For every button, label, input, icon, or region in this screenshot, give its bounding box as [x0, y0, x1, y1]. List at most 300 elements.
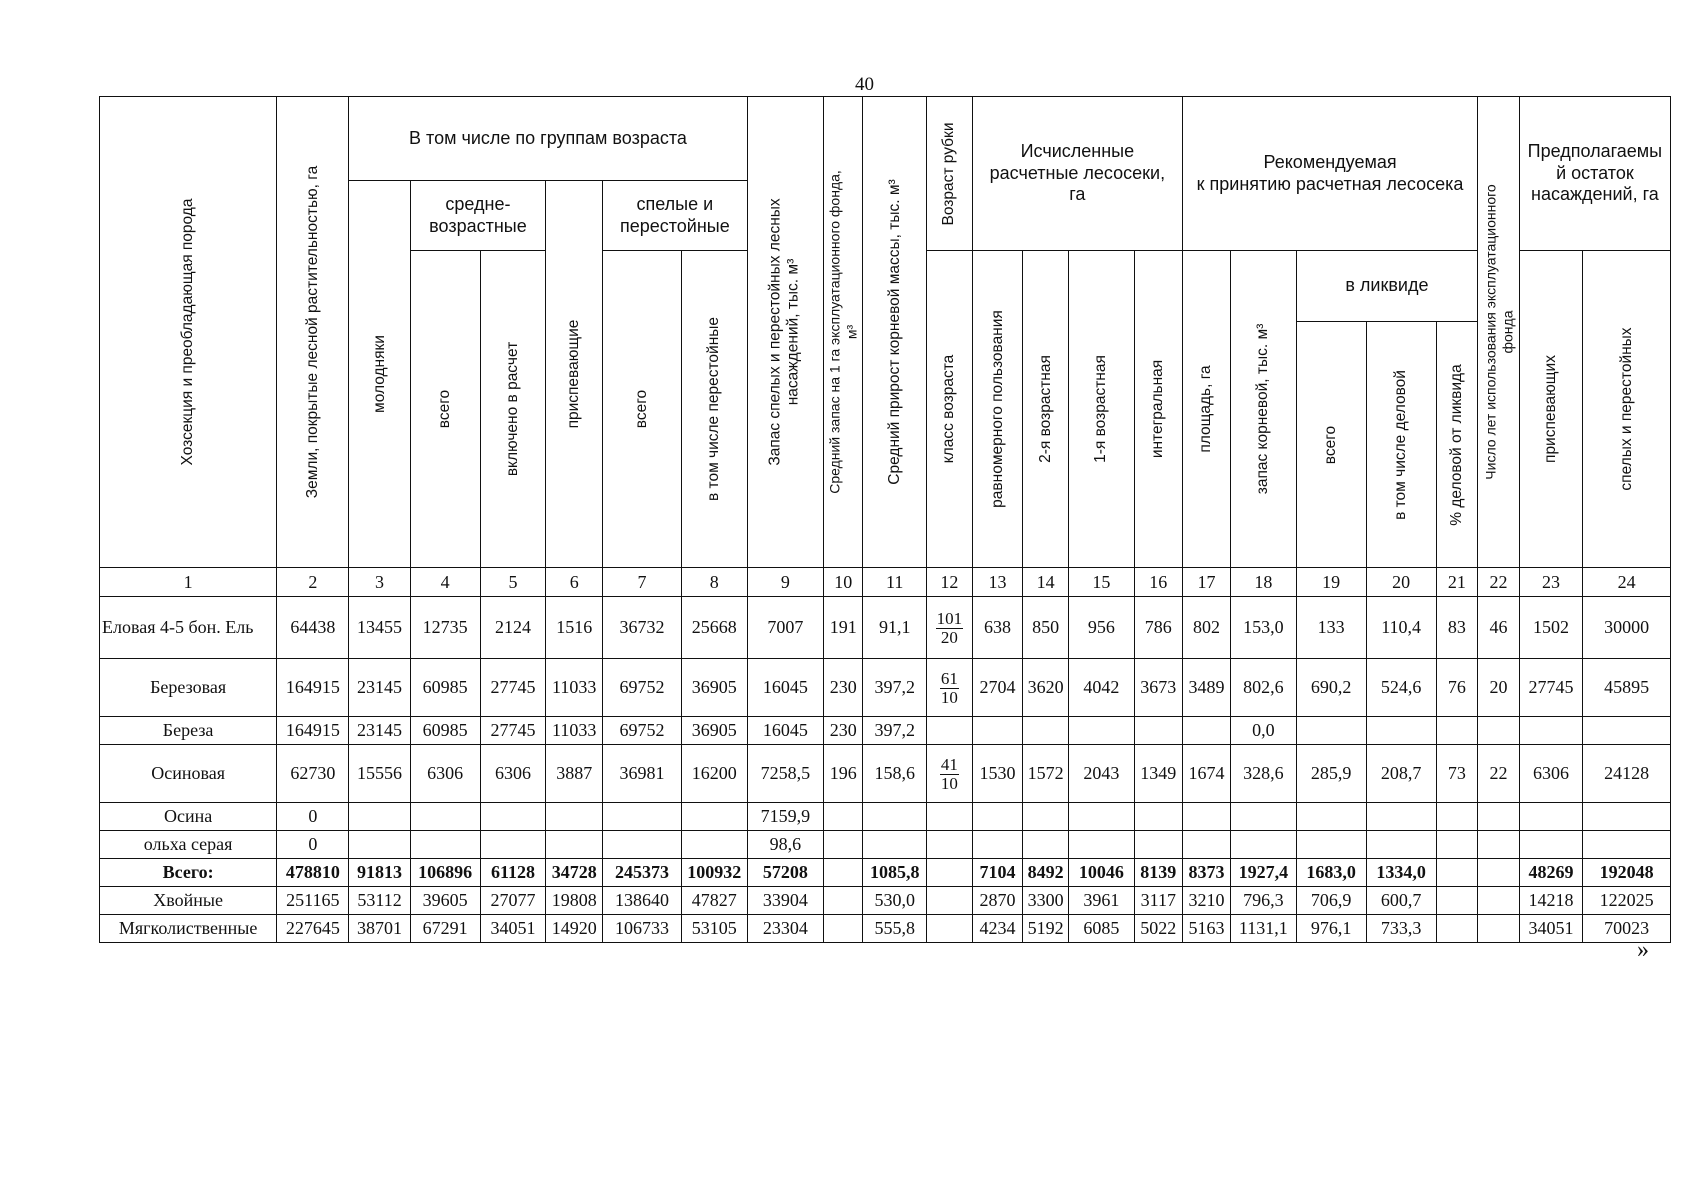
header-young	[349, 181, 410, 568]
header-rem-premature-text: приспевающих	[1541, 355, 1559, 463]
header-cutting-age	[926, 97, 972, 251]
row-name: Хвойные	[100, 887, 277, 915]
header-col9	[747, 97, 824, 568]
table-cell	[603, 803, 682, 831]
table-cell: 3887	[546, 745, 603, 803]
table-cell: 3673	[1134, 659, 1182, 717]
table-cell: 796,3	[1231, 887, 1297, 915]
table-cell: 285,9	[1296, 745, 1366, 803]
table-cell: 6306	[410, 745, 480, 803]
row-name: Осиновая	[100, 745, 277, 803]
header-root-stock	[1231, 251, 1297, 568]
table-cell: 27745	[480, 717, 546, 745]
table-cell: 91813	[349, 859, 410, 887]
table-cell: 251165	[277, 887, 349, 915]
table-cell: 14218	[1519, 887, 1582, 915]
header-first-age	[1069, 251, 1135, 568]
table-cell	[926, 831, 972, 859]
header-middle-included-text: включено в расчет	[503, 341, 521, 477]
table-cell: 23145	[349, 717, 410, 745]
table-cell: 956	[1069, 597, 1135, 659]
table-cell: 227645	[277, 915, 349, 943]
table-cell: 802,6	[1231, 659, 1297, 717]
header-mature-incl-over	[681, 251, 747, 568]
column-number: 23	[1519, 568, 1582, 597]
table-cell: 39605	[410, 887, 480, 915]
table-cell: 91,1	[863, 597, 926, 659]
age-class-fraction	[926, 597, 972, 659]
table-cell: 27745	[1519, 659, 1582, 717]
table-cell: 7258,5	[747, 745, 824, 803]
header-integral	[1134, 251, 1182, 568]
header-calculated: Исчисленные расчетные лесосеки, га	[972, 97, 1182, 251]
table-cell	[480, 803, 546, 831]
table-cell: 164915	[277, 659, 349, 717]
header-recommended: Рекомендуемая к принятию расчетная лесосека	[1182, 97, 1477, 251]
table-cell: 8492	[1023, 859, 1069, 887]
table-cell: 15556	[349, 745, 410, 803]
age-class-fraction	[926, 659, 972, 717]
fraction-denominator: 20	[940, 628, 958, 647]
table-cell: 16200	[681, 745, 747, 803]
table-cell	[349, 831, 410, 859]
table-cell: 6306	[480, 745, 546, 803]
table-row	[100, 597, 1671, 659]
table-cell	[1069, 831, 1135, 859]
table-cell: 0	[277, 831, 349, 859]
table-cell	[1436, 803, 1478, 831]
table-cell: 397,2	[863, 717, 926, 745]
table-cell	[863, 803, 926, 831]
table-cell: 0,0	[1231, 717, 1297, 745]
table-cell: 38701	[349, 915, 410, 943]
column-number: 14	[1023, 568, 1069, 597]
table-cell	[1478, 915, 1520, 943]
table-cell: 524,6	[1366, 659, 1436, 717]
table-cell: 3117	[1134, 887, 1182, 915]
header-middle-included	[480, 251, 546, 568]
table-cell	[972, 803, 1022, 831]
table-cell: 34051	[480, 915, 546, 943]
column-number: 16	[1134, 568, 1182, 597]
table-cell	[1519, 717, 1582, 745]
table-cell	[1583, 717, 1671, 745]
table-cell	[972, 717, 1022, 745]
table-cell: 478810	[277, 859, 349, 887]
table-cell	[1231, 831, 1297, 859]
header-mature-all	[603, 251, 682, 568]
header-mature-overmature: спелые и перестойные	[603, 181, 747, 251]
table-cell: 61128	[480, 859, 546, 887]
header-uniform	[972, 251, 1022, 568]
fraction	[936, 610, 964, 647]
table-cell: 7104	[972, 859, 1022, 887]
row-name: Еловая 4-5 бон. Ель	[100, 597, 277, 659]
header-middle-aged: средне- возрастные	[410, 181, 546, 251]
fraction	[940, 756, 959, 793]
table-row	[100, 803, 1671, 831]
table-cell: 7007	[747, 597, 824, 659]
table-cell: 1674	[1182, 745, 1230, 803]
table-cell	[1583, 831, 1671, 859]
table-cell: 83	[1436, 597, 1478, 659]
table-cell: 850	[1023, 597, 1069, 659]
row-name: Осина	[100, 803, 277, 831]
table-cell	[480, 831, 546, 859]
table-cell: 60985	[410, 717, 480, 745]
table-cell	[926, 803, 972, 831]
table-cell: 34728	[546, 859, 603, 887]
table-cell: 230	[824, 659, 863, 717]
table-cell	[926, 915, 972, 943]
table-cell	[1182, 831, 1230, 859]
table-cell: 3961	[1069, 887, 1135, 915]
table-cell: 45895	[1583, 659, 1671, 717]
column-number: 15	[1069, 568, 1135, 597]
column-number: 11	[863, 568, 926, 597]
table-cell: 786	[1134, 597, 1182, 659]
fraction-denominator: 10	[940, 774, 958, 793]
header-col1	[100, 97, 277, 568]
table-cell	[863, 831, 926, 859]
table-cell	[1583, 803, 1671, 831]
table-row	[100, 717, 1671, 745]
table-cell: 5163	[1182, 915, 1230, 943]
table-cell	[410, 803, 480, 831]
header-business-pct-text: % деловой от ликвида	[1447, 363, 1465, 526]
table-cell: 24128	[1583, 745, 1671, 803]
table-cell: 48269	[1519, 859, 1582, 887]
header-col9-text: Запас спелых и перестойных лесных насаждений, тыс. м³	[767, 198, 803, 466]
table-cell: 73	[1436, 745, 1478, 803]
header-middle-all	[410, 251, 480, 568]
table-cell: 164915	[277, 717, 349, 745]
table-cell: 1516	[546, 597, 603, 659]
table-cell: 3489	[1182, 659, 1230, 717]
table-cell	[1436, 831, 1478, 859]
column-number: 4	[410, 568, 480, 597]
table-cell	[1478, 831, 1520, 859]
column-number: 13	[972, 568, 1022, 597]
table-cell: 706,9	[1296, 887, 1366, 915]
table-cell	[546, 803, 603, 831]
fraction-denominator: 10	[940, 688, 958, 707]
table-cell: 64438	[277, 597, 349, 659]
table-cell: 1131,1	[1231, 915, 1297, 943]
table-cell: 69752	[603, 717, 682, 745]
table-cell	[1366, 831, 1436, 859]
table-cell: 4042	[1069, 659, 1135, 717]
table-cell: 122025	[1583, 887, 1671, 915]
header-second-age-text: 2-я возрастная	[1036, 355, 1054, 463]
table-cell	[926, 859, 972, 887]
table-cell	[1366, 803, 1436, 831]
table-cell: 33904	[747, 887, 824, 915]
table-cell: 733,3	[1366, 915, 1436, 943]
fraction	[940, 670, 959, 707]
column-number: 10	[824, 568, 863, 597]
table-cell: 34051	[1519, 915, 1582, 943]
table-cell: 802	[1182, 597, 1230, 659]
table-cell	[1182, 803, 1230, 831]
table-cell: 11033	[546, 659, 603, 717]
table-cell: 530,0	[863, 887, 926, 915]
table-cell: 1572	[1023, 745, 1069, 803]
fraction-numerator: 101	[936, 609, 963, 629]
header-col22-text: Число лет использования эксплуатационного фонда	[1481, 184, 1515, 480]
header-integral-text: интегральная	[1149, 359, 1167, 459]
header-liquid-business	[1366, 322, 1436, 568]
table-cell: 53112	[349, 887, 410, 915]
header-liquid-business-text: в том числе деловой	[1392, 369, 1409, 520]
table-cell: 192048	[1583, 859, 1671, 887]
column-number: 12	[926, 568, 972, 597]
table-cell	[1023, 717, 1069, 745]
table-cell: 23304	[747, 915, 824, 943]
table-cell: 6085	[1069, 915, 1135, 943]
table-cell: 25668	[681, 597, 747, 659]
table-cell	[824, 859, 863, 887]
header-rem-mature-text: спелых и перестойных	[1617, 327, 1635, 491]
table-cell	[1478, 887, 1520, 915]
table-cell: 14920	[546, 915, 603, 943]
header-remaining: Предполагаемы й остаток насаждений, га	[1519, 97, 1670, 251]
column-number: 7	[603, 568, 682, 597]
table-cell: 36732	[603, 597, 682, 659]
column-number: 5	[480, 568, 546, 597]
table-cell: 27077	[480, 887, 546, 915]
column-number: 1	[100, 568, 277, 597]
header-young-text: молодняки	[370, 335, 388, 413]
table-cell: 1530	[972, 745, 1022, 803]
header-root-stock-text: запас корневой, тыс. м³	[1254, 323, 1272, 495]
table-cell	[1436, 717, 1478, 745]
table-cell	[824, 803, 863, 831]
header-col1-text: Хозсекция и преобладающая порода	[178, 198, 196, 466]
table-cell: 8139	[1134, 859, 1182, 887]
table-cell: 60985	[410, 659, 480, 717]
column-number: 3	[349, 568, 410, 597]
header-mature-incl-over-text: в том числе перестойные	[705, 316, 723, 502]
table-cell	[349, 803, 410, 831]
table-cell: 153,0	[1231, 597, 1297, 659]
age-class-fraction	[926, 745, 972, 803]
table-cell: 5022	[1134, 915, 1182, 943]
table-cell	[1436, 859, 1478, 887]
row-name: ольха серая	[100, 831, 277, 859]
table-row	[100, 659, 1671, 717]
fraction-numerator: 41	[940, 755, 958, 775]
header-col2	[277, 97, 349, 568]
table-cell: 23145	[349, 659, 410, 717]
table-cell	[1182, 717, 1230, 745]
table-cell: 690,2	[1296, 659, 1366, 717]
header-pre-mature	[546, 181, 603, 568]
table-cell: 0	[277, 803, 349, 831]
header-col11-text: Средний прирост корневой массы, тыс. м³	[885, 179, 903, 485]
table-cell	[926, 887, 972, 915]
table-body	[100, 597, 1671, 943]
table-row	[100, 859, 1671, 887]
table-cell: 36905	[681, 717, 747, 745]
column-number-row	[100, 568, 1671, 597]
table-cell	[1296, 717, 1366, 745]
table-cell: 36981	[603, 745, 682, 803]
header-mature-all-text: всего	[632, 389, 650, 429]
table-cell: 106896	[410, 859, 480, 887]
header-pre-mature-text: приспевающие	[565, 319, 583, 429]
table-cell	[824, 887, 863, 915]
fraction-numerator: 61	[940, 669, 958, 689]
header-liquid-all	[1296, 322, 1366, 568]
table-cell: 245373	[603, 859, 682, 887]
table-row	[100, 831, 1671, 859]
table-cell: 976,1	[1296, 915, 1366, 943]
table-cell	[824, 915, 863, 943]
header-area-text: площадь, га	[1197, 365, 1215, 453]
column-number: 24	[1583, 568, 1671, 597]
column-number: 18	[1231, 568, 1297, 597]
table-cell	[1134, 831, 1182, 859]
column-number: 20	[1366, 568, 1436, 597]
table-cell: 3620	[1023, 659, 1069, 717]
column-number: 22	[1478, 568, 1520, 597]
table-cell: 46	[1478, 597, 1520, 659]
table-cell: 70023	[1583, 915, 1671, 943]
table-cell: 2704	[972, 659, 1022, 717]
header-col22	[1478, 97, 1520, 568]
table-cell: 555,8	[863, 915, 926, 943]
table-cell	[546, 831, 603, 859]
table-cell	[1366, 717, 1436, 745]
table-cell	[1231, 803, 1297, 831]
header-cutting-age-text: Возраст рубки	[940, 122, 958, 225]
table-cell: 638	[972, 597, 1022, 659]
table-cell: 1502	[1519, 597, 1582, 659]
table-cell: 191	[824, 597, 863, 659]
table-cell: 8373	[1182, 859, 1230, 887]
table-cell: 3210	[1182, 887, 1230, 915]
table-cell: 1334,0	[1366, 859, 1436, 887]
table-cell: 98,6	[747, 831, 824, 859]
table-cell: 2043	[1069, 745, 1135, 803]
table-cell: 1683,0	[1296, 859, 1366, 887]
forest-table	[99, 96, 1671, 943]
header-rem-mature	[1583, 251, 1671, 568]
header-age-class	[926, 251, 972, 568]
table-cell: 158,6	[863, 745, 926, 803]
table-cell: 22	[1478, 745, 1520, 803]
table-row	[100, 745, 1671, 803]
closing-mark: »	[1637, 937, 1649, 963]
table-cell	[1296, 831, 1366, 859]
table-cell	[1478, 803, 1520, 831]
table-cell: 30000	[1583, 597, 1671, 659]
table-cell	[1436, 887, 1478, 915]
table-cell	[1134, 717, 1182, 745]
page-number: 40	[855, 74, 874, 95]
row-name: Береза	[100, 717, 277, 745]
header-business-pct	[1436, 322, 1478, 568]
table-cell: 11033	[546, 717, 603, 745]
header-rem-premature	[1519, 251, 1582, 568]
header-first-age-text: 1-я возрастная	[1092, 355, 1110, 463]
table-cell: 196	[824, 745, 863, 803]
header-liquid-all-text: всего	[1322, 425, 1339, 464]
column-number: 6	[546, 568, 603, 597]
column-number: 21	[1436, 568, 1478, 597]
table-cell	[410, 831, 480, 859]
table-cell: 69752	[603, 659, 682, 717]
table-cell: 76	[1436, 659, 1478, 717]
table-cell: 16045	[747, 659, 824, 717]
table-cell: 3300	[1023, 887, 1069, 915]
table-cell: 2870	[972, 887, 1022, 915]
table-row	[100, 887, 1671, 915]
table-cell	[1023, 831, 1069, 859]
table-cell: 36905	[681, 659, 747, 717]
table-cell	[1436, 915, 1478, 943]
table-cell: 230	[824, 717, 863, 745]
table-cell: 57208	[747, 859, 824, 887]
table-cell	[824, 831, 863, 859]
table-cell: 133	[1296, 597, 1366, 659]
header-col11	[863, 97, 926, 568]
table-cell	[1134, 803, 1182, 831]
table-cell: 2124	[480, 597, 546, 659]
table-cell: 1927,4	[1231, 859, 1297, 887]
table-cell: 20	[1478, 659, 1520, 717]
table-cell: 5192	[1023, 915, 1069, 943]
table-cell: 10046	[1069, 859, 1135, 887]
table-cell: 47827	[681, 887, 747, 915]
table-cell: 53105	[681, 915, 747, 943]
table-cell	[1478, 717, 1520, 745]
table-cell: 208,7	[1366, 745, 1436, 803]
header-col10	[824, 97, 863, 568]
table-cell: 62730	[277, 745, 349, 803]
table-cell: 67291	[410, 915, 480, 943]
column-number: 19	[1296, 568, 1366, 597]
table-cell: 1349	[1134, 745, 1182, 803]
table-cell: 27745	[480, 659, 546, 717]
table-cell: 16045	[747, 717, 824, 745]
table-cell	[1023, 803, 1069, 831]
table-cell	[1296, 803, 1366, 831]
column-number: 9	[747, 568, 824, 597]
row-name: Всего:	[100, 859, 277, 887]
header-age-class-text: класс возраста	[940, 354, 958, 464]
header-age-groups: В том числе по группам возраста	[349, 97, 747, 181]
table-cell	[1069, 717, 1135, 745]
row-name: Березовая	[100, 659, 277, 717]
table-cell	[603, 831, 682, 859]
table-cell: 6306	[1519, 745, 1582, 803]
table-cell: 4234	[972, 915, 1022, 943]
table-cell: 19808	[546, 887, 603, 915]
header-uniform-text: равномерного пользования	[988, 310, 1006, 508]
table-cell: 110,4	[1366, 597, 1436, 659]
table-cell	[1519, 831, 1582, 859]
column-number: 8	[681, 568, 747, 597]
table-cell: 100932	[681, 859, 747, 887]
table-cell: 600,7	[1366, 887, 1436, 915]
table-cell	[681, 831, 747, 859]
table-cell: 328,6	[1231, 745, 1297, 803]
table-cell: 397,2	[863, 659, 926, 717]
row-name: Мягколиственные	[100, 915, 277, 943]
table-cell	[1519, 803, 1582, 831]
